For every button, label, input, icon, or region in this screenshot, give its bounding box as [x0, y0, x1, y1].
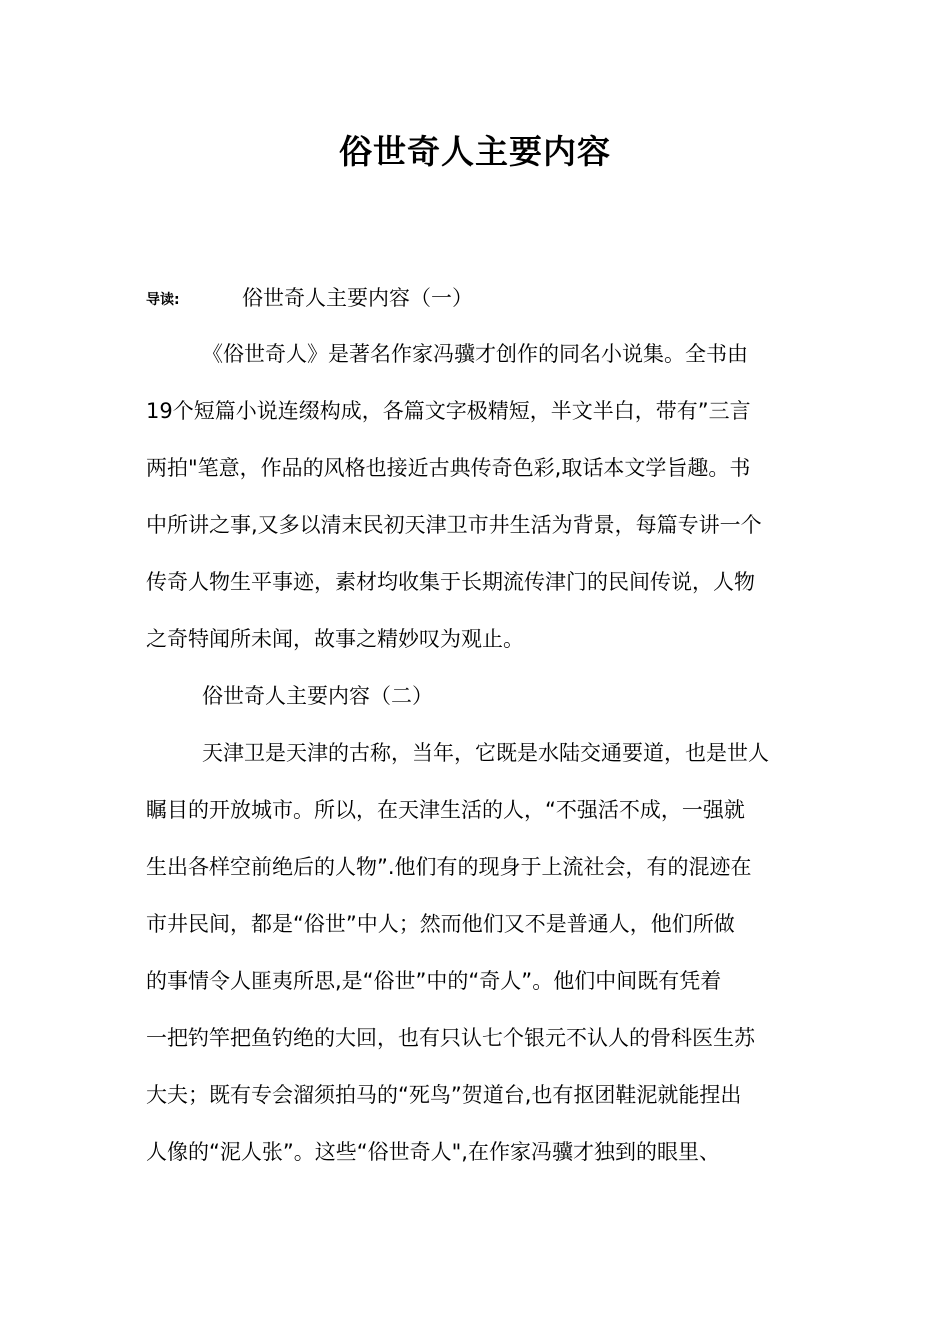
paragraph-line: 一把钓竿把鱼钓绝的大回，也有只认七个银元不认人的骨科医生苏: [146, 1026, 755, 1050]
section-2-heading: 俗世奇人主要内容（二）: [202, 684, 433, 708]
paragraph-line: 天津卫是天津的古称，当年，它既是水陆交通要道，也是世人: [202, 741, 769, 765]
section-1-heading: 俗世奇人主要内容（一）: [242, 286, 473, 310]
guide-row: [146, 282, 846, 314]
paragraph-line: 瞩目的开放城市。所以，在天津生活的人，“不强活不成，一强就: [146, 798, 745, 822]
page-title: 俗世奇人主要内容: [339, 132, 611, 171]
paragraph-line: 之奇特闻所未闻，故事之精妙叹为观止。: [146, 627, 524, 651]
paragraph-line: 《俗世奇人》是著名作家冯骥才创作的同名小说集。全书由: [202, 342, 748, 366]
paragraph-line: 两拍"笔意，作品的风格也接近古典传奇色彩,取话本文学旨趣。书: [146, 456, 751, 480]
paragraph-line: 市井民间，都是“俗世”中人；然而他们又不是普通人，他们所做: [146, 912, 735, 936]
paragraph-line: 19个短篇小说连缀构成，各篇文字极精短，半文半白，带有”三言: [146, 399, 751, 423]
paragraph-line: 生出各样空前绝后的人物”.他们有的现身于上流社会，有的混迹在: [146, 855, 752, 879]
paragraph-line: 人像的“泥人张”。这些“俗世奇人",在作家冯骥才独到的眼里、: [146, 1140, 720, 1164]
paragraph-line: 大夫；既有专会溜须拍马的“死鸟”贺道台,也有抠团鞋泥就能捏出: [146, 1083, 742, 1107]
guide-label: 导读:: [146, 292, 180, 308]
paragraph-line: 传奇人物生平事迹，素材均收集于长期流传津门的民间传说，人物: [146, 570, 755, 594]
paragraph-line: 中所讲之事,又多以清末民初天津卫市井生活为背景，每篇专讲一个: [146, 513, 762, 537]
paragraph-line: 的事情令人匪夷所思,是“俗世”中的“奇人”。他们中间既有凭着: [146, 969, 722, 993]
section-1-paragraph: [146, 326, 826, 1181]
